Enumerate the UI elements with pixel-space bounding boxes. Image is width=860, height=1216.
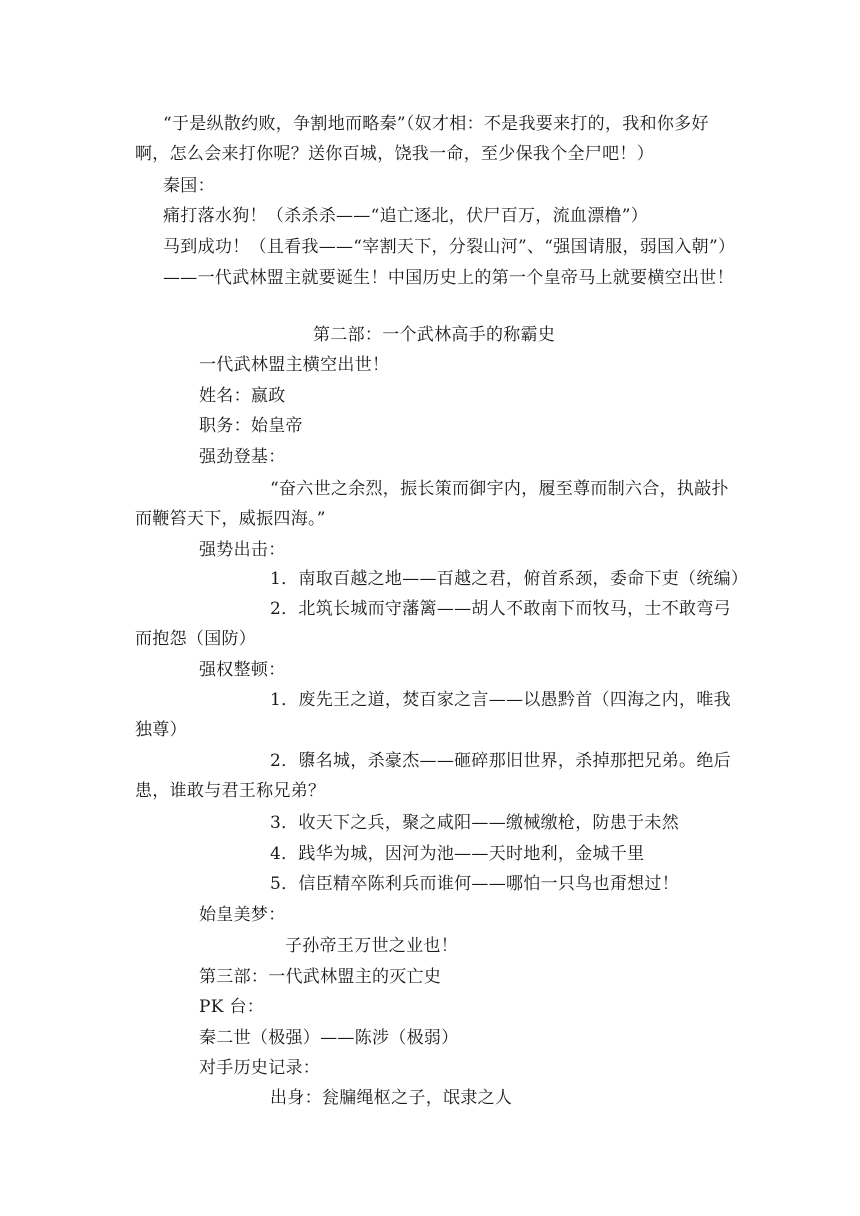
intro-quote-line: 啊，怎么会来打你呢？送你百城，饶我一命，至少保我个全尸吧！） — [135, 144, 654, 164]
dream-label: 始皇美梦： — [199, 905, 286, 925]
ascension-quote: 而鞭笞天下，威振四海。” — [135, 509, 326, 529]
control-label: 强权整顿： — [199, 660, 286, 680]
part3-title: 第三部：一代武林盟主的灭亡史 — [199, 967, 442, 987]
ascension-label: 强劲登基： — [199, 447, 286, 467]
control-item: 1．废先王之道，焚百家之言——以愚黔首（四海之内，唯我 — [270, 690, 731, 710]
control-item: 独尊） — [135, 720, 187, 740]
offense-item: 2．北筑长城而守藩篱——胡人不敢南下而牧马，士不敢弯弓 — [270, 599, 731, 619]
control-item: 5．信臣精卒陈利兵而谁何——哪怕一只鸟也甭想过！ — [270, 874, 680, 894]
control-item: 4．践华为城，因河为池——天时地利，金城千里 — [270, 844, 645, 864]
record-label: 对手历史记录： — [199, 1058, 321, 1078]
qin-line: ——一代武林盟主就要诞生！中国历史上的第一个皇帝马上就要横空出世！ — [163, 268, 734, 288]
qin-label: 秦国： — [163, 176, 215, 196]
part2-subtitle: 一代武林盟主横空出世！ — [199, 355, 390, 375]
name-line: 姓名：嬴政 — [199, 386, 286, 406]
dream-text: 子孙帝王万世之业也！ — [285, 936, 458, 956]
pk-line: 秦二世（极强）——陈涉（极弱） — [199, 1028, 459, 1048]
origin-line: 出身：瓮牖绳枢之子，氓隶之人 — [270, 1088, 513, 1108]
offense-item: 而抱怨（国防） — [135, 629, 257, 649]
control-item: 3．收天下之兵，聚之咸阳——缴械缴枪，防患于未然 — [270, 813, 680, 833]
offense-label: 强势出击： — [199, 540, 286, 560]
control-item: 2．隳名城，杀豪杰——砸碎那旧世界，杀掉那把兄弟。绝后 — [270, 751, 731, 771]
pk-label: PK 台： — [199, 997, 265, 1017]
qin-line: 痛打落水狗！（杀杀杀——“追亡逐北，伏尸百万，流血漂橹”） — [163, 206, 649, 226]
position-line: 职务：始皇帝 — [199, 416, 303, 436]
intro-quote-line: “于是纵散约败，争割地而略秦”（奴才相：不是我要来打的，我和你多好 — [163, 114, 709, 134]
offense-item: 1．南取百越之地——百越之君，俯首系颈，委命下吏（统编） — [270, 569, 749, 589]
control-item: 患，谁敢与君王称兄弟？ — [135, 781, 326, 801]
qin-line: 马到成功！（且看我——“宰割天下，分裂山河”、“强国请服，弱国入朝”） — [163, 237, 736, 257]
part2-title: 第二部：一个武林高手的称霸史 — [313, 325, 556, 345]
ascension-quote: “奋六世之余烈，振长策而御宇内，履至尊而制六合，执敲扑 — [270, 479, 729, 499]
